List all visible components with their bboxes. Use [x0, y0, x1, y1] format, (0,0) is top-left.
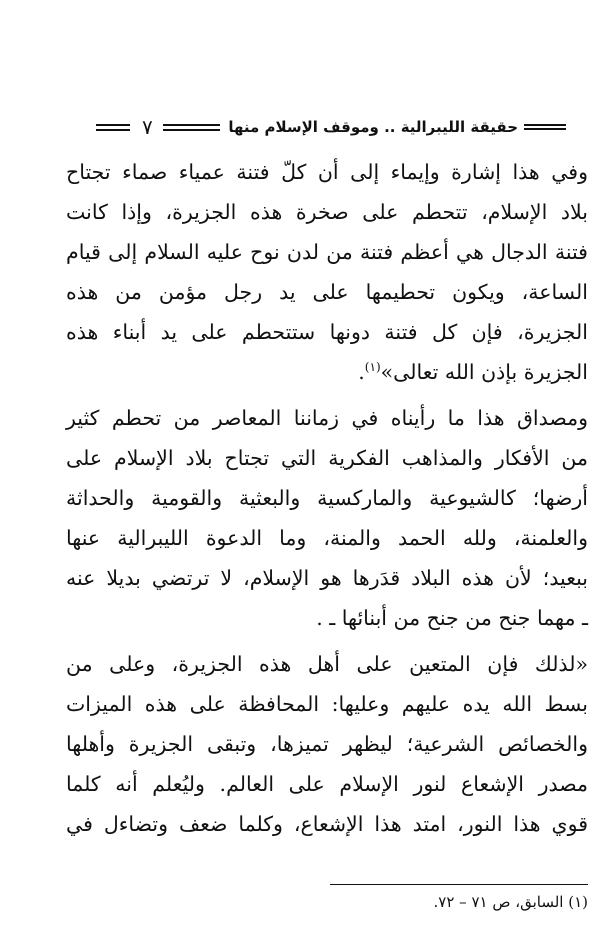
text-line: بسط الله يده عليهم وعليها: المحافظة على هذه الميزات [66, 692, 588, 716]
footnote-reference[interactable]: (١) [364, 360, 381, 375]
text-line: ببعيد؛ لأن هذه البلاد قدَرها هو الإسلام، لا ترتضي بديلا عنه [66, 566, 588, 590]
text-line: ومصداق هذا ما رأيناه في زماننا المعاصر من تحطم كثير [66, 406, 588, 430]
page-number: ٧ [142, 115, 153, 139]
text-line: الجزيرة، فإن كل فتنة دونها ستتحطم على يد أبناء هذه [66, 320, 588, 344]
text-line: مصدر الإشعاع لنور الإسلام على العالم. وليُعلم أنه كلما [66, 772, 588, 796]
text-line: والعلمنة، ولله الحمد والمنة، وما الدعوة الليبرالية عنها [66, 526, 588, 550]
body-text [66, 152, 588, 844]
text-line: وفي هذا إشارة وإيماء إلى أن كلّ فتنة عمياء صماء تجتاح [66, 160, 588, 184]
sentence-end: . [358, 360, 365, 384]
text-line: ـ مهما جنح من جنح من أبنائها ـ . [316, 606, 588, 630]
running-header-title: حقيقة الليبرالية .. وموقف الإسلام منها [228, 118, 518, 136]
text-line: والخصائص الشرعية؛ ليظهر تميزها، وتبقى الجزيرة وأهلها [66, 732, 588, 756]
text-line: «لذلك فإن المتعين على أهل هذه الجزيرة، وعلى من [66, 652, 588, 676]
header-rule [524, 124, 566, 130]
text-line [66, 352, 588, 392]
footnote: (١) السابق، ص ٧١ – ٧٢. [433, 893, 588, 911]
text-line: قوي هذا النور، امتد هذا الإشعاع، وكلما ضعف وتضاءل في [66, 812, 588, 836]
header-rule [163, 124, 221, 131]
text-line: من الأفكار والمذاهب الفكرية التي تجتاح بلاد الإسلام على [66, 446, 588, 470]
text-line: فتنة الدجال هي أعظم فتنة من لدن نوح عليه السلام إلى قيام [66, 240, 588, 264]
text-line: الساعة، ويكون تحطيمها على يد رجل مؤمن من هذه [66, 280, 588, 304]
running-header [96, 112, 566, 142]
text-line-content: الجزيرة بإذن الله تعالى» [380, 360, 588, 384]
footnote-separator [330, 884, 588, 885]
text-line: بلاد الإسلام، تتحطم على صخرة هذه الجزيرة، وإذا كانت [66, 200, 588, 224]
text-line: أرضها؛ كالشيوعية والماركسية والبعثية والقومية والحداثة [66, 486, 588, 510]
header-rule [96, 124, 130, 131]
